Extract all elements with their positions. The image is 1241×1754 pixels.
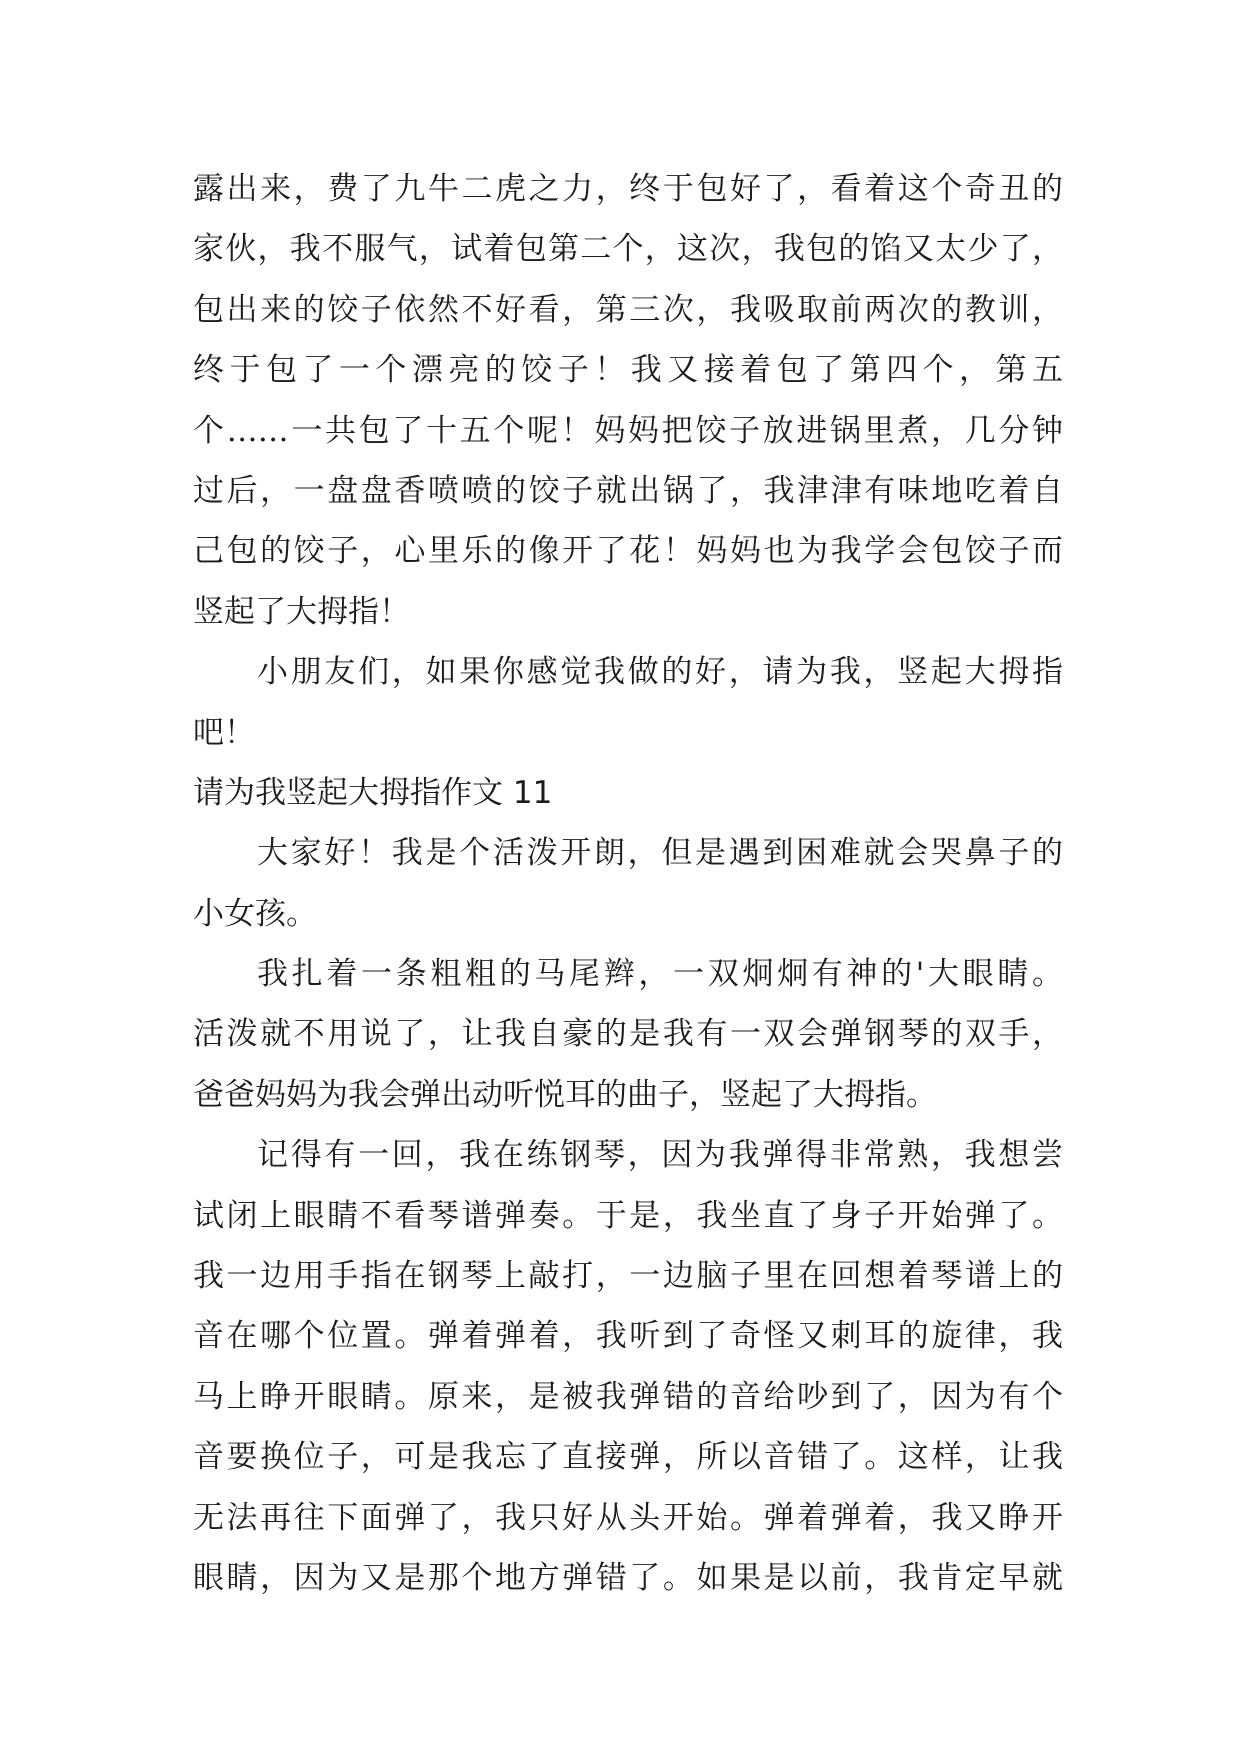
text-line: 个……一共包了十五个呢！妈妈把饺子放进锅里煮，几分钟 bbox=[193, 412, 1063, 449]
text-line: 吧！ bbox=[193, 714, 255, 751]
text-line: 无法再往下面弹了，我只好从头开始。弹着弹着，我又睁开 bbox=[193, 1499, 1063, 1536]
text-line: 终于包了一个漂亮的饺子！我又接着包了第四个，第五 bbox=[193, 352, 1063, 389]
text-line: 竖起了大拇指！ bbox=[193, 593, 410, 630]
text-line: 露出来，费了九牛二虎之力，终于包好了，看着这个奇丑的 bbox=[193, 171, 1063, 207]
section-heading: 请为我竖起大拇指作文 11 bbox=[193, 774, 553, 811]
text-line: 我一边用手指在钢琴上敲打，一边脑子里在回想着琴谱上的 bbox=[193, 1258, 1063, 1295]
text-line: 音要换位子，可是我忘了直接弹，所以音错了。这样，让我 bbox=[193, 1439, 1063, 1476]
paragraph-first-line: 我扎着一条粗粗的马尾辫，一双炯炯有神的'大眼睛。 bbox=[257, 956, 1063, 993]
text-line: 小女孩。 bbox=[193, 895, 317, 932]
text-line: 爸爸妈妈为我会弹出动听悦耳的曲子，竖起了大拇指。 bbox=[193, 1076, 937, 1113]
text-line: 眼睛，因为又是那个地方弹错了。如果是以前，我肯定早就 bbox=[193, 1559, 1063, 1596]
document-body bbox=[193, 159, 1063, 1608]
paragraph-first-line: 小朋友们，如果你感觉我做的好，请为我，竖起大拇指 bbox=[257, 654, 1063, 691]
text-line: 家伙，我不服气，试着包第二个，这次，我包的馅又太少了， bbox=[193, 231, 1063, 268]
text-line: 活泼就不用说了，让我自豪的是我有一双会弹钢琴的双手， bbox=[193, 1016, 1063, 1053]
text-line: 音在哪个位置。弹着弹着，我听到了奇怪又刺耳的旋律，我 bbox=[193, 1318, 1063, 1355]
text-line: 己包的饺子，心里乐的像开了花！妈妈也为我学会包饺子而 bbox=[193, 533, 1063, 570]
paragraph-first-line: 记得有一回，我在练钢琴，因为我弹得非常熟，我想尝 bbox=[257, 1137, 1063, 1174]
paragraph-first-line: 大家好！我是个活泼开朗，但是遇到困难就会哭鼻子的 bbox=[257, 835, 1063, 872]
text-line: 试闭上眼睛不看琴谱弹奏。于是，我坐直了身子开始弹了。 bbox=[193, 1197, 1063, 1234]
text-line: 马上睁开眼睛。原来，是被我弹错的音给吵到了，因为有个 bbox=[193, 1378, 1063, 1415]
text-line: 过后，一盘盘香喷喷的饺子就出锅了，我津津有味地吃着自 bbox=[193, 472, 1063, 509]
text-line: 包出来的饺子依然不好看，第三次，我吸取前两次的教训， bbox=[193, 291, 1063, 328]
